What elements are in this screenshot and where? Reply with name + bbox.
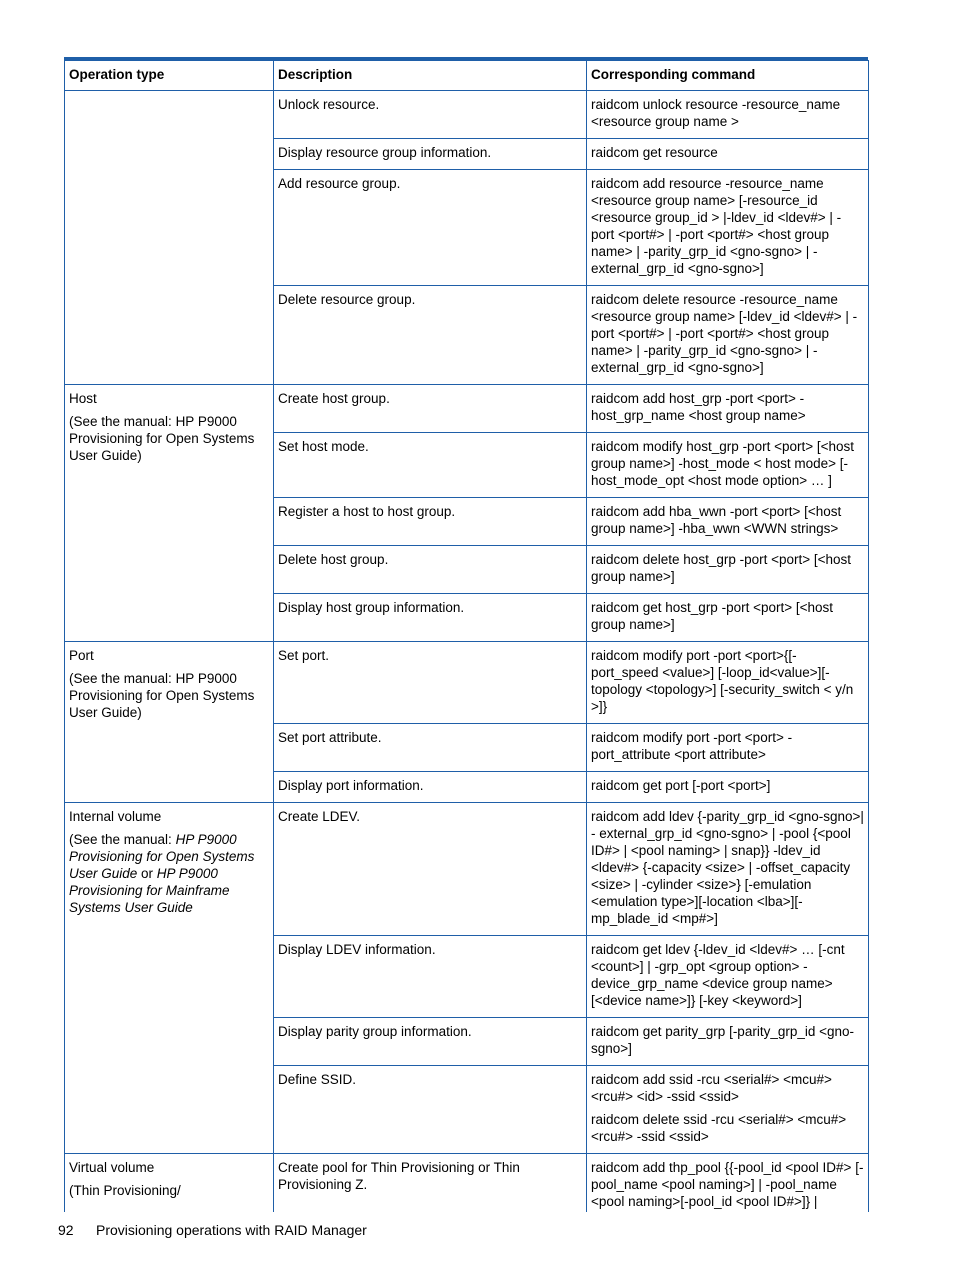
manual-title: HP P9000 Provisioning for Mainframe Systems User Guide [69, 866, 230, 915]
command-cell: raidcom modify host_grp -port <port> [<host group name>] -host_mode < host mode> [-host_mode_opt <host mode option> … ] [587, 433, 869, 498]
table-row [65, 385, 869, 433]
operation-type-cell-internal-volume [65, 803, 274, 1154]
command-cell: raidcom modify port -port <port>{[-port_speed <value>] [-loop_id<value>][-topology <topology>] [-security_switch < y/n >]} [587, 642, 869, 724]
manual-title: HP P9000 Provisioning for Open Systems User Guide [69, 832, 255, 881]
command-cell: raidcom get host_grp -port <port> [<host group name>] [587, 594, 869, 642]
table-row [65, 91, 869, 139]
note-prefix: (See the manual: [69, 832, 176, 847]
description-cell: Display parity group information. [274, 1018, 587, 1066]
command-cell: raidcom add hba_wwn -port <port> [<host group name>] -hba_wwn <WWN strings> [587, 498, 869, 546]
section-title: Provisioning operations with RAID Manager [96, 1222, 367, 1238]
description-cell: Set port attribute. [274, 724, 587, 772]
description-cell: Delete host group. [274, 546, 587, 594]
table-row [65, 642, 869, 724]
operation-type-note: (See the manual: HP P9000 Provisioning for Open Systems User Guide) [69, 671, 255, 720]
command-cell: raidcom unlock resource -resource_name <resource group name > [587, 91, 869, 139]
description-cell: Unlock resource. [274, 91, 587, 139]
description-cell: Display LDEV information. [274, 936, 587, 1018]
command-cell [587, 1066, 869, 1154]
description-cell: Set host mode. [274, 433, 587, 498]
description-cell: Add resource group. [274, 170, 587, 286]
description-cell: Define SSID. [274, 1066, 587, 1154]
command-cell: raidcom get port [-port <port>] [587, 772, 869, 803]
command-cell: raidcom delete host_grp -port <port> [<host group name>] [587, 546, 869, 594]
command-cell: raidcom modify port -port <port> -port_attribute <port attribute> [587, 724, 869, 772]
table-row [65, 803, 869, 936]
command-cell: raidcom add host_grp -port <port> -host_grp_name <host group name> [587, 385, 869, 433]
command-cell: raidcom add resource -resource_name <resource group name> [-resource_id <resource group_id > |-ldev_id <ldev#> | -port <port#> | -port <port#> <host group name> | -parity_grp_id <gno-sgno> | -external_grp_id <gno-sgno>] [587, 170, 869, 286]
operation-type-title: Host [69, 391, 97, 406]
header-description: Description [274, 61, 587, 91]
command-cell: raidcom delete resource -resource_name <resource group name> [-ldev_id <ldev#> | -port <port#> | -port <port#> <host group name> | -parity_grp_id <gno-sgno> | -external_grp_id <gno-sgno>] [587, 286, 869, 385]
table-header-row [65, 61, 869, 91]
table-row [65, 1154, 869, 1213]
command-cell: raidcom get ldev {-ldev_id <ldev#> … [-cnt <count>] | -grp_opt <group option> -device_grp_name <device group name> [<device name>]} [-key <keyword>] [587, 936, 869, 1018]
command-cell: raidcom add thp_pool {{-pool_id <pool ID#> [-pool_name <pool naming>] | -pool_name <pool naming>[-pool_id <pool ID#>]} | [587, 1154, 869, 1213]
operation-type-note: (See the manual: HP P9000 Provisioning for Open Systems User Guide) [69, 414, 255, 463]
operation-type-title: Internal volume [69, 809, 162, 824]
description-cell: Create LDEV. [274, 803, 587, 936]
operation-type-cell-empty [65, 91, 274, 385]
note-conjunction: or [137, 866, 157, 881]
header-corresponding-command: Corresponding command [587, 61, 869, 91]
description-cell: Register a host to host group. [274, 498, 587, 546]
command-text: raidcom delete ssid -rcu <serial#> <mcu#> <rcu#> -ssid <ssid> [591, 1112, 847, 1144]
operation-type-cell-port [65, 642, 274, 803]
page-number: 92 [58, 1222, 74, 1238]
description-cell: Set port. [274, 642, 587, 724]
operation-type-cell-virtual-volume [65, 1154, 274, 1213]
operations-table [64, 60, 869, 1212]
description-cell: Delete resource group. [274, 286, 587, 385]
description-cell: Create pool for Thin Provisioning or Thin Provisioning Z. [274, 1154, 587, 1213]
description-cell: Display resource group information. [274, 139, 587, 170]
operation-type-note: (Thin Provisioning/ [69, 1183, 181, 1198]
operation-type-note [69, 831, 269, 916]
header-operation-type: Operation type [65, 61, 274, 91]
page-footer [58, 1222, 367, 1238]
command-cell: raidcom add ldev {-parity_grp_id <gno-sgno>| - external_grp_id <gno-sgno> | -pool {<pool ID#> | <pool naming> | snap}} -ldev_id <ldev#> {-capacity <size> | -offset_capacity <size> | -cylinder <size>} [-emulation <emulation type>][-location <lba>][-mp_blade_id <mp#>] [587, 803, 869, 936]
description-cell: Display port information. [274, 772, 587, 803]
description-cell: Create host group. [274, 385, 587, 433]
operation-type-title: Port [69, 648, 94, 663]
command-cell: raidcom get parity_grp [-parity_grp_id <gno-sgno>] [587, 1018, 869, 1066]
description-cell: Display host group information. [274, 594, 587, 642]
command-text: raidcom add ssid -rcu <serial#> <mcu#> <rcu#> <id> -ssid <ssid> [591, 1072, 832, 1104]
command-cell: raidcom get resource [587, 139, 869, 170]
operation-type-title: Virtual volume [69, 1160, 155, 1175]
operation-type-cell-host [65, 385, 274, 642]
